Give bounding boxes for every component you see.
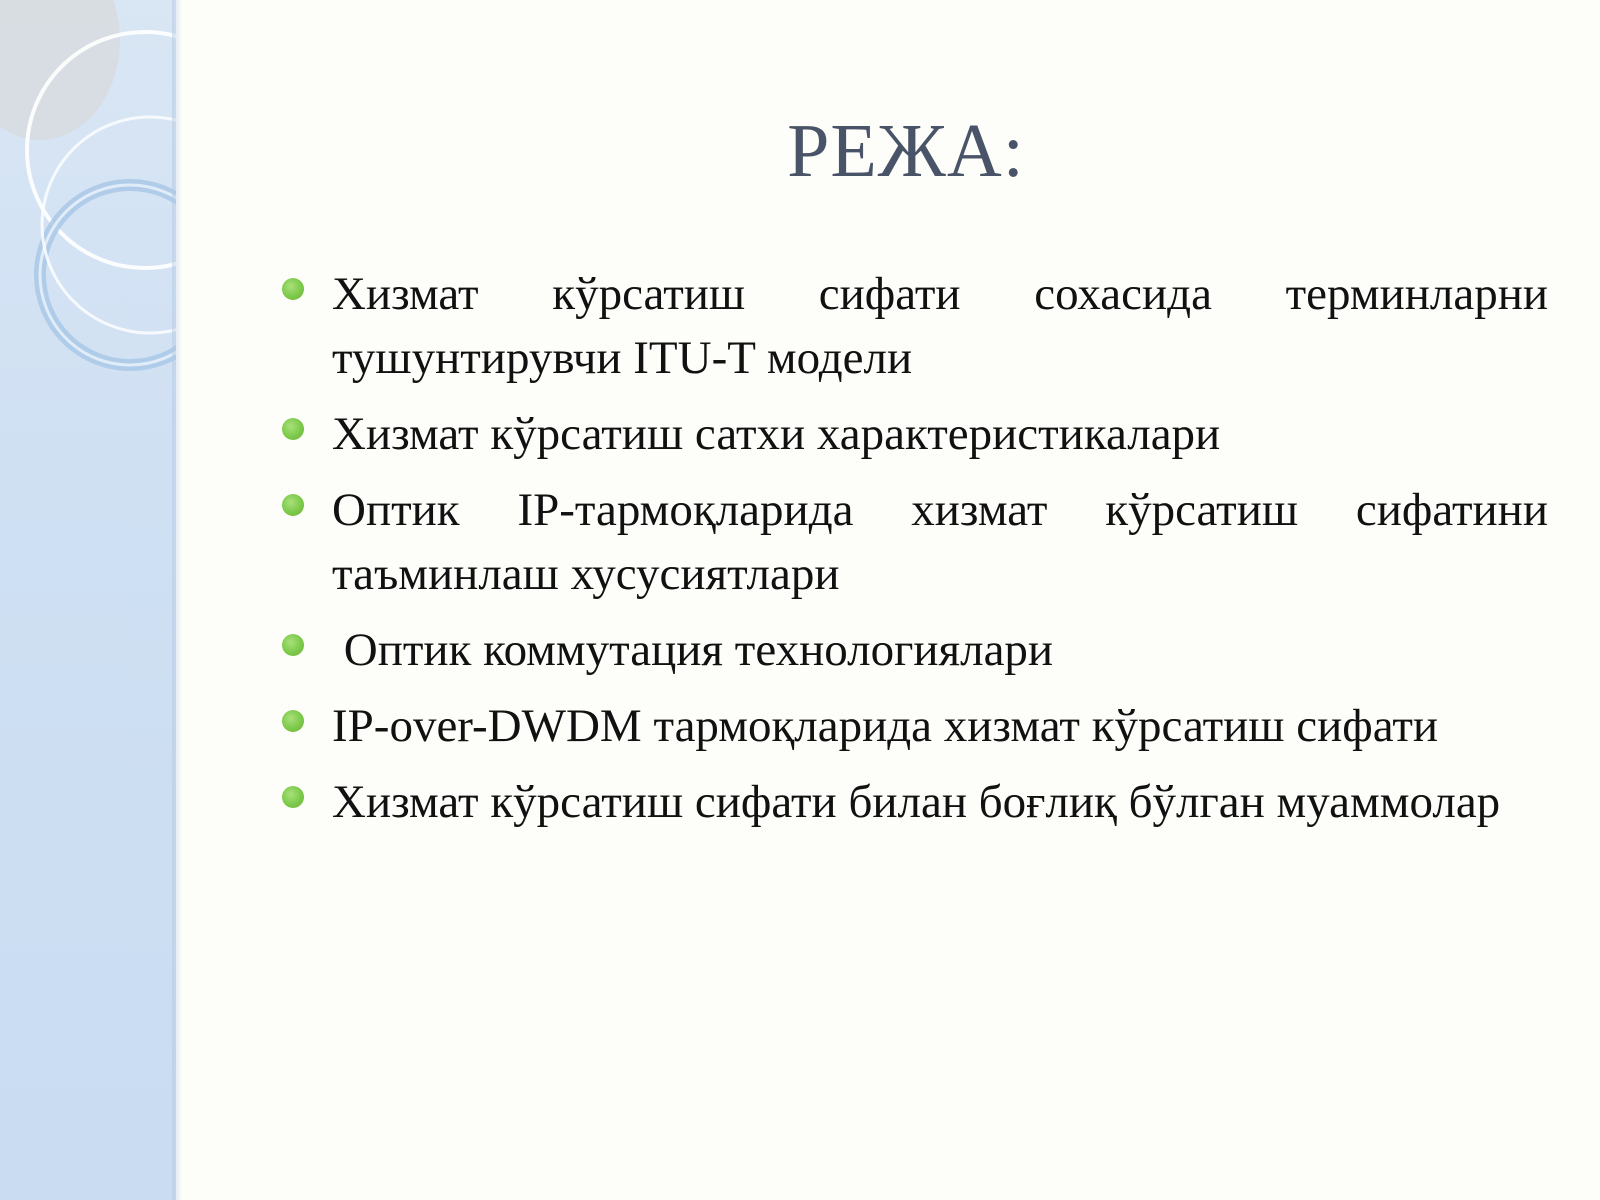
list-item-text: Оптик IP-тармоқларида хизмат кўрсатиш сифатини таъминлаш хусусиятлари [332, 484, 1548, 600]
green-dot-icon [282, 418, 304, 440]
list-item [280, 262, 1548, 390]
list-item [280, 770, 1548, 834]
green-dot-icon [282, 278, 304, 300]
green-dot-icon [282, 494, 304, 516]
slide-title: РЕЖА: [787, 109, 1025, 193]
green-dot-icon [282, 710, 304, 732]
list-item-text: Хизмат кўрсатиш сифати сохасида терминларни тушунтирувчи ITU-T модели [332, 268, 1548, 384]
ring-decoration-icon [0, 0, 176, 1200]
list-item [280, 402, 1548, 466]
list-item-text: IP-over-DWDM тармоқларида хизмат кўрсатиш сифати [332, 700, 1439, 752]
list-item-text: Хизмат кўрсатиш сатхи характеристикалари [332, 408, 1221, 460]
list-item [280, 694, 1548, 758]
side-panel [0, 0, 176, 1200]
list-item [280, 618, 1548, 682]
green-dot-icon [282, 786, 304, 808]
bullet-list [280, 262, 1548, 846]
green-dot-icon [282, 634, 304, 656]
list-item-text: Хизмат кўрсатиш сифати билан боғлиқ бўлган муаммолар [332, 776, 1501, 828]
list-item-text: Оптик коммутация технологиялари [332, 624, 1054, 676]
list-item [280, 478, 1548, 606]
